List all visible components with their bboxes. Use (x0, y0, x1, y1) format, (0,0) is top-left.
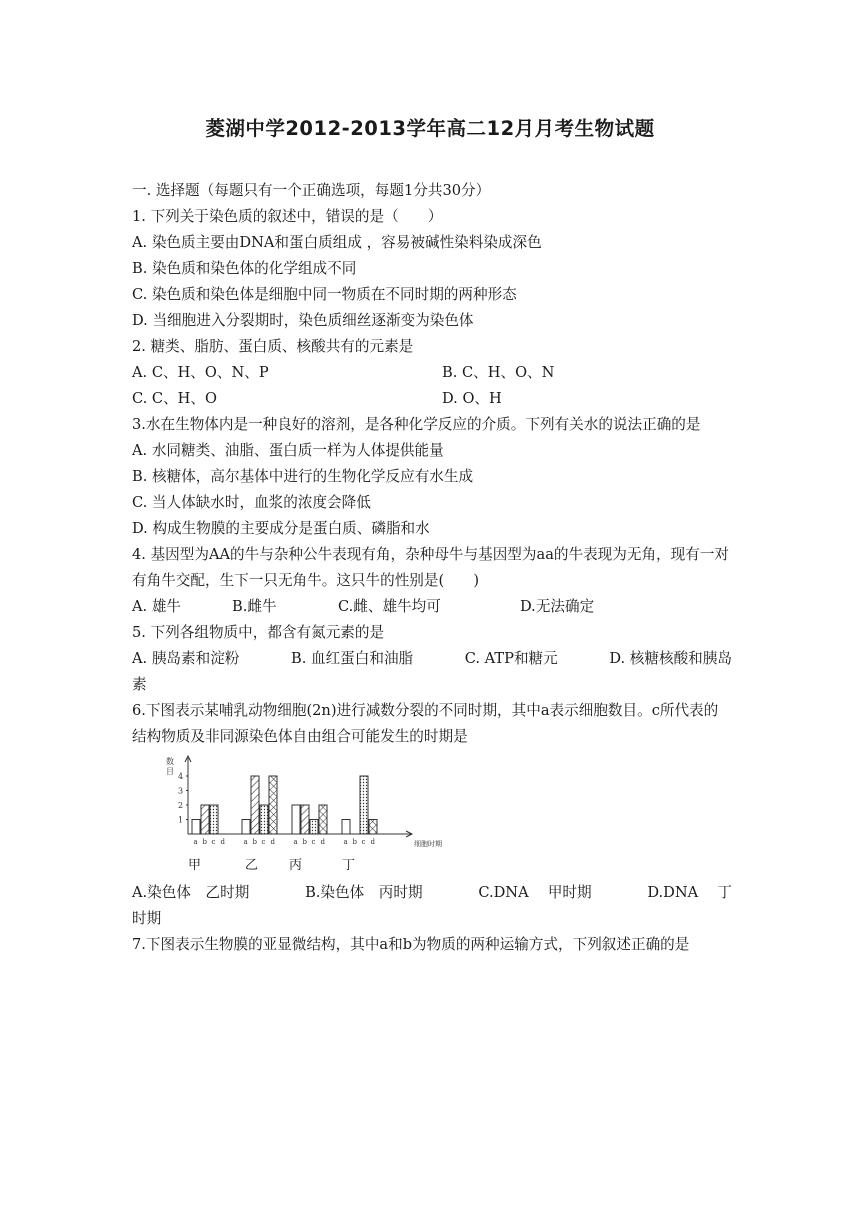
bar-甲-b (201, 805, 209, 834)
q7-stem: 7.下图表示生物膜的亚显微结构，其中a和b为物质的两种运输方式，下列叙述正确的是 (132, 936, 690, 953)
bar-甲-a (192, 820, 200, 835)
period-label-bing: 丙 (289, 858, 303, 873)
bar-丙-a (292, 805, 300, 834)
period-label-ding: 丁 (342, 858, 356, 873)
q4-option-a: A. 雄牛 (132, 598, 182, 615)
q5-option-a: A. 胰岛素和淀粉 (132, 650, 240, 667)
q1-option-c: C. 染色质和染色体是细胞中同一物质在不同时期的两种形态 (132, 286, 517, 303)
q4-option-d: D.无法确定 (520, 598, 595, 615)
q2-options-row2 (132, 386, 732, 412)
x-axis-label: 细胞时期 (414, 840, 442, 848)
q6-option-b: B.染色体 丙时期 (305, 884, 423, 901)
q4-option-b: B.雌牛 (232, 598, 277, 615)
q3-option-c: C. 当人体缺水时，血浆的浓度会降低 (132, 494, 371, 511)
bar-丁-c (360, 776, 368, 834)
q6-bar-chart (164, 754, 484, 878)
bar-乙-c (260, 805, 268, 834)
q4-option-c: C.雌、雄牛均可 (338, 598, 441, 615)
q4-options (132, 594, 732, 620)
bar-letter-乙-c: c (261, 838, 266, 846)
q3-stem: 3.水在生物体内是一种良好的溶剂，是各种化学反应的介质。下列有关水的说法正确的是 (132, 416, 701, 433)
bar-丁-a (342, 820, 350, 835)
bar-丙-c (310, 820, 318, 835)
bar-乙-a (242, 820, 250, 835)
bar-letter-丁-c: c (361, 838, 366, 846)
q6-options (132, 880, 732, 906)
q2-option-d: D. O、H (442, 390, 502, 407)
bar-letter-甲-b: b (202, 838, 207, 846)
q3-option-d: D. 构成生物膜的主要成分是蛋白质、磷脂和水 (132, 520, 430, 537)
q1-stem: 1. 下列关于染色质的叙述中，错误的是（ ） (132, 208, 443, 225)
q5-options (132, 646, 732, 672)
bar-letter-甲-d: d (220, 838, 225, 846)
y-tick-label-3: 3 (178, 786, 184, 796)
bar-丙-b (301, 805, 309, 834)
q2-option-a: A. C、H、O、N、P (132, 364, 269, 381)
y-axis-label-char-1: 数 (166, 757, 174, 766)
q3-option-b: B. 核糖体，高尔基体中进行的生物化学反应有水生成 (132, 468, 474, 485)
q1-option-b: B. 染色质和染色体的化学组成不同 (132, 260, 357, 277)
bar-letter-丁-d: d (370, 838, 375, 846)
q5-option-c: C. ATP和糖元 (464, 650, 558, 667)
question-list (132, 178, 732, 958)
q6-option-d: D.DNA 丁 (647, 884, 732, 901)
y-axis-label-char-2: 目 (166, 767, 174, 776)
q2-option-b: B. C、H、O、N (442, 364, 555, 381)
bar-甲-c (210, 805, 218, 834)
bar-乙-d (269, 776, 277, 834)
bar-letter-丁-b: b (352, 838, 357, 846)
bar-letter-丁-a: a (343, 838, 348, 846)
y-tick-label-1: 1 (178, 815, 184, 825)
bar-letter-丙-c: c (311, 838, 316, 846)
q2-stem: 2. 糖类、脂肪、蛋白质、核酸共有的元素是 (132, 338, 414, 355)
q5-stem: 5. 下列各组物质中，都含有氮元素的是 (132, 624, 385, 641)
bar-丙-d (319, 805, 327, 834)
page-title: 菱湖中学2012-2013学年高二12月月考生物试题 (205, 117, 655, 140)
bar-letter-丙-a: a (293, 838, 298, 846)
bar-letter-乙-d: d (270, 838, 275, 846)
q5-option-d: D. 核糖核酸和胰岛 (609, 650, 732, 667)
q4-stem: 4. 基因型为AA的牛与杂种公牛表现有角，杂种母牛与基因型为aa的牛表现为无角，现有一对有角牛交配，生下一只无角牛。这只牛的性别是( ) (132, 546, 730, 589)
q6-stem: 6.下图表示某哺乳动物细胞(2n)进行减数分裂的不同时期，其中a表示细胞数目。c所代表的结构物质及非同源染色体自由组合可能发生的时期是 (132, 702, 719, 745)
bar-letter-乙-a: a (243, 838, 248, 846)
q2-options-row1 (132, 360, 732, 386)
q3-option-a: A. 水同糖类、油脂、蛋白质一样为人体提供能量 (132, 442, 444, 459)
q6-option-d-continued: 时期 (132, 910, 162, 927)
q6-figure (132, 750, 732, 880)
q5-option-d-continued: 素 (132, 676, 147, 693)
bar-丁-d (369, 820, 377, 835)
q6-option-a: A.染色体 乙时期 (132, 884, 250, 901)
q1-option-d: D. 当细胞进入分裂期时，染色质细丝逐渐变为染色体 (132, 312, 474, 329)
bar-letter-丙-d: d (320, 838, 325, 846)
bar-乙-b (251, 776, 259, 834)
bar-letter-甲-c: c (211, 838, 216, 846)
y-tick-label-2: 2 (178, 801, 184, 810)
bar-letter-丙-b: b (302, 838, 307, 846)
q1-option-a: A. 染色质主要由DNA和蛋白质组成 ，容易被碱性染料染成深色 (132, 234, 542, 251)
section-heading: 一. 选择题（每题只有一个正确选项，每题1分共30分） (132, 182, 491, 199)
bar-letter-甲-a: a (193, 838, 198, 846)
y-tick-label-4: 4 (178, 772, 184, 781)
q6-option-c: C.DNA 甲时期 (478, 884, 592, 901)
period-label-jia: 甲 (188, 858, 202, 873)
bar-letter-乙-b: b (252, 838, 257, 846)
period-label-yi: 乙 (245, 858, 259, 873)
q5-option-b: B. 血红蛋白和油脂 (290, 650, 414, 667)
q2-option-c: C. C、H、O (132, 390, 217, 407)
